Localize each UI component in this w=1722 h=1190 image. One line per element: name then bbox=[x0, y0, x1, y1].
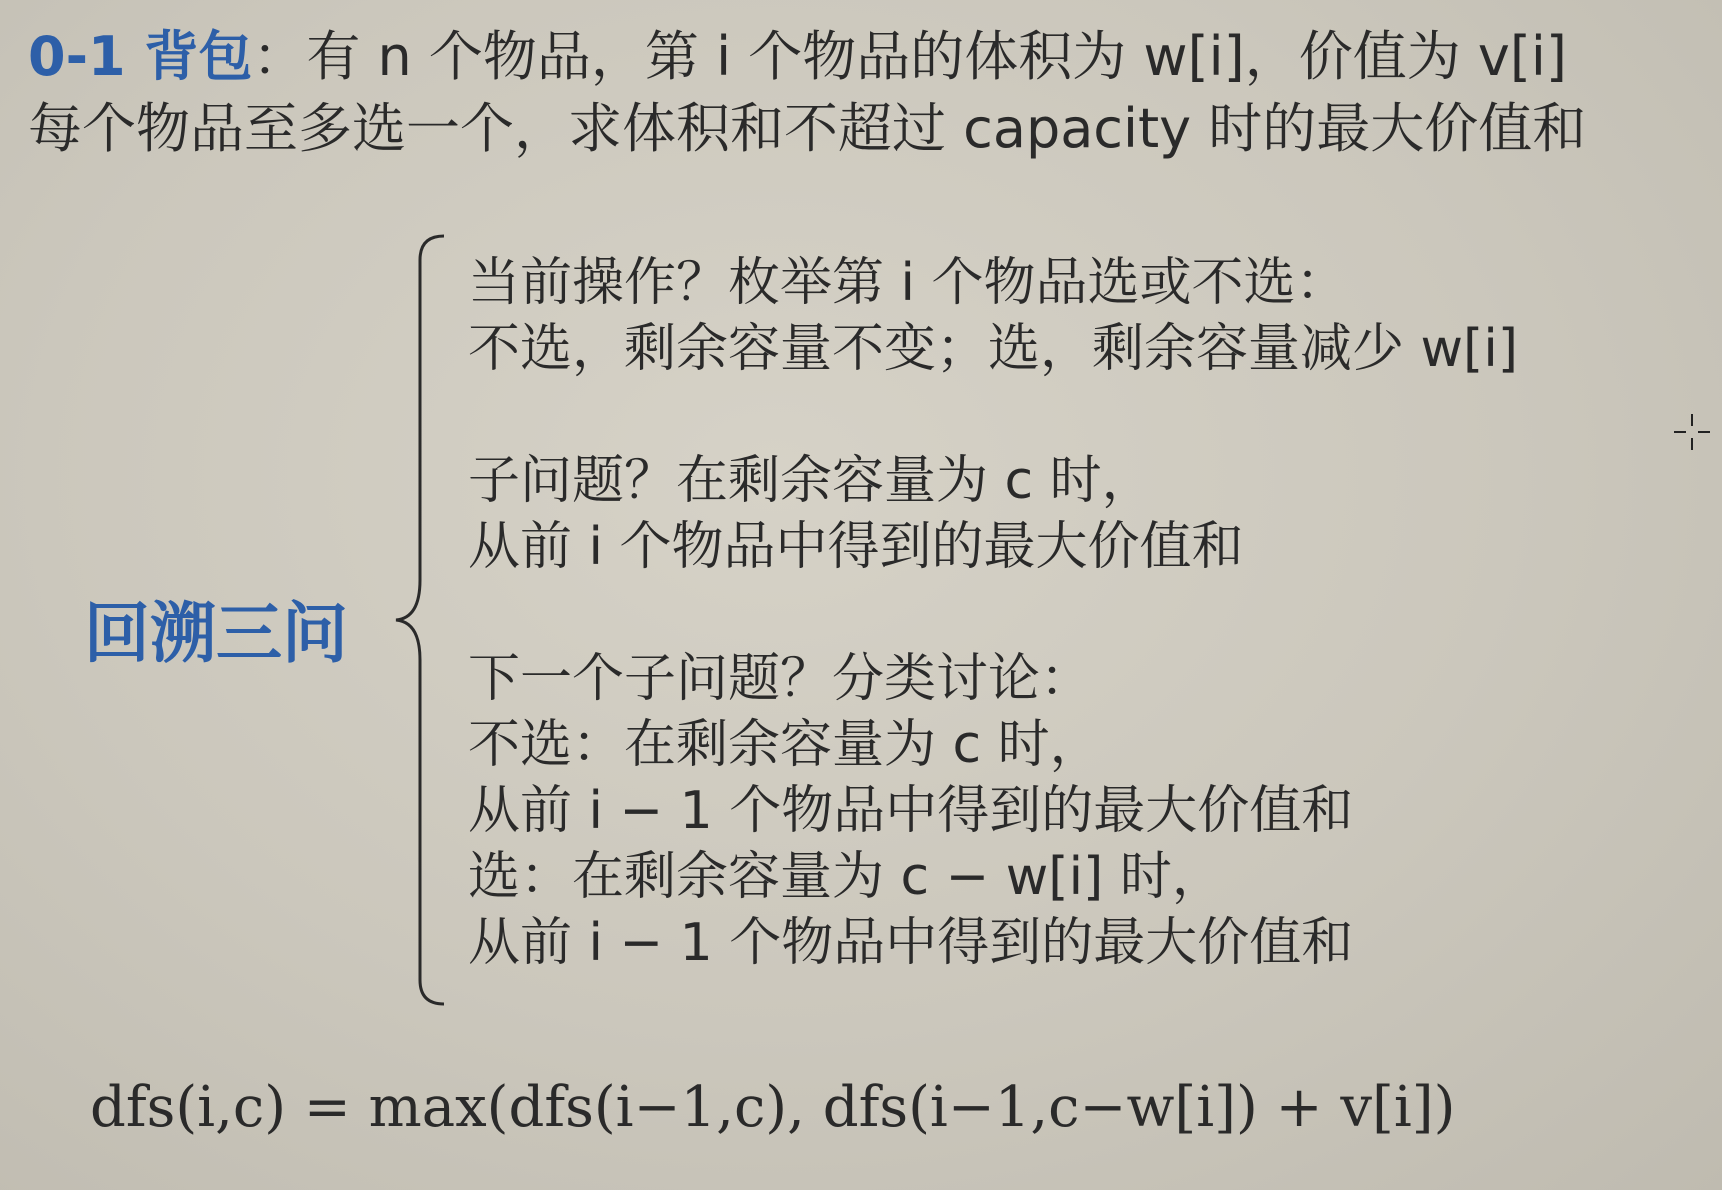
q3-line1: 下一个子问题？分类讨论： bbox=[468, 649, 1093, 709]
header-line-2 bbox=[28, 96, 1586, 162]
curly-brace-icon bbox=[388, 230, 450, 1010]
formula: dfs(i,c) = max(dfs(i−1,c), dfs(i−1,c−w[i]) + v[i]) bbox=[90, 1075, 1456, 1140]
title-label: 0-1 背包 bbox=[28, 25, 253, 88]
side-label: 回溯三问 bbox=[84, 595, 348, 672]
subtitle-text: 每个物品至多选一个，求体积和不超过 capacity 时的最大价值和 bbox=[28, 97, 1587, 160]
title-text: ：有 n 个物品，第 i 个物品的体积为 w[i]，价值为 v[i] bbox=[252, 25, 1567, 88]
question-content bbox=[468, 250, 1668, 976]
q1-line1: 当前操作？枚举第 i 个物品选或不选： bbox=[468, 253, 1348, 313]
crosshair-cursor-icon bbox=[1672, 412, 1712, 452]
q3-line2: 不选：在剩余容量为 c 时， bbox=[468, 715, 1102, 775]
q3-line3: 从前 i − 1 个物品中得到的最大价值和 bbox=[468, 781, 1354, 841]
header-line-1 bbox=[28, 24, 1567, 90]
q1-line2: 不选，剩余容量不变；选，剩余容量减少 w[i] bbox=[468, 319, 1519, 379]
q3-line5: 从前 i − 1 个物品中得到的最大价值和 bbox=[468, 913, 1354, 973]
q2-line2: 从前 i 个物品中得到的最大价值和 bbox=[468, 517, 1244, 577]
q2-line1: 子问题？在剩余容量为 c 时， bbox=[468, 451, 1154, 511]
q3-line4: 选：在剩余容量为 c − w[i] 时， bbox=[468, 847, 1224, 907]
